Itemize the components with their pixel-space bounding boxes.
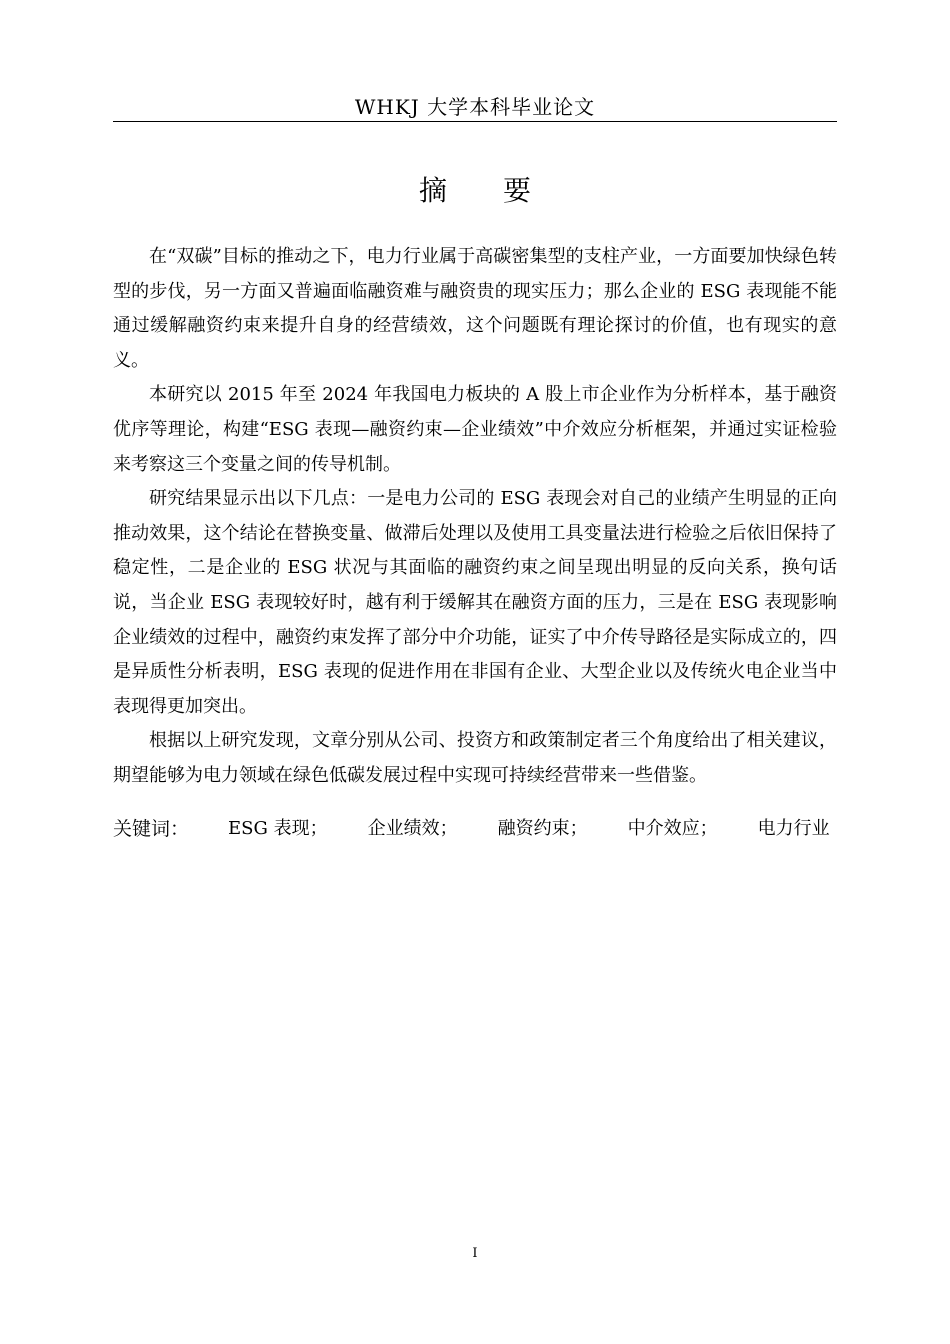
abstract-title: 摘要 bbox=[418, 174, 587, 207]
header-rule bbox=[113, 121, 837, 122]
abstract-paragraph: 在“双碳”目标的推动之下，电力行业属于高碳密集型的支柱产业，一方面要加快绿色转型的步伐，另一方面又普遍面临融资难与融资贵的现实压力；那么企业的 ESG 表现能不能通过缓解融资约束来提升自身的经营绩效，这个问题既有理论探讨的价值，也有现实的意义。 bbox=[113, 246, 837, 371]
keyword-item: 企业绩效； bbox=[367, 818, 458, 839]
keyword-item: 电力行业 bbox=[757, 818, 830, 839]
keywords-line bbox=[113, 813, 837, 845]
keyword-item: 中介效应； bbox=[627, 818, 718, 839]
keyword-item: ESG 表现； bbox=[228, 818, 328, 839]
keyword-item: 融资约束； bbox=[497, 818, 588, 839]
abstract-paragraph: 本研究以 2015 年至 2024 年我国电力板块的 A 股上市企业作为分析样本，基于融资优序等理论，构建“ESG 表现—融资约束—企业绩效”中介效应分析框架，并通过实证检验来考察这三个变量之间的传导机制。 bbox=[113, 384, 837, 475]
keywords-label: 关键词： bbox=[113, 818, 190, 840]
running-header: WHKJ 大学本科毕业论文 bbox=[354, 95, 596, 119]
abstract-paragraph: 根据以上研究发现，文章分别从公司、投资方和政策制定者三个角度给出了相关建议，期望能够为电力领域在绿色低碳发展过程中实现可持续经营带来一些借鉴。 bbox=[113, 730, 837, 786]
abstract-paragraph: 研究结果显示出以下几点：一是电力公司的 ESG 表现会对自己的业绩产生明显的正向推动效果，这个结论在替换变量、做滞后处理以及使用工具变量法进行检验之后依旧保持了稳定性，二是企业的 ESG 状况与其面临的融资约束之间呈现出明显的反向关系，换句话说，当企业 ESG 表现较好时，越有利于缓解其在融资方面的压力，三是在 ESG 表现影响企业绩效的过程中，融资约束发挥了部分中介功能，证实了中介传导路径是实际成立的，四是异质性分析表明，ESG 表现的促进作用在非国有企业、大型企业以及传统火电企业当中表现得更加突出。 bbox=[113, 488, 837, 717]
page-number: I bbox=[472, 1246, 478, 1261]
abstract-body bbox=[113, 240, 837, 794]
